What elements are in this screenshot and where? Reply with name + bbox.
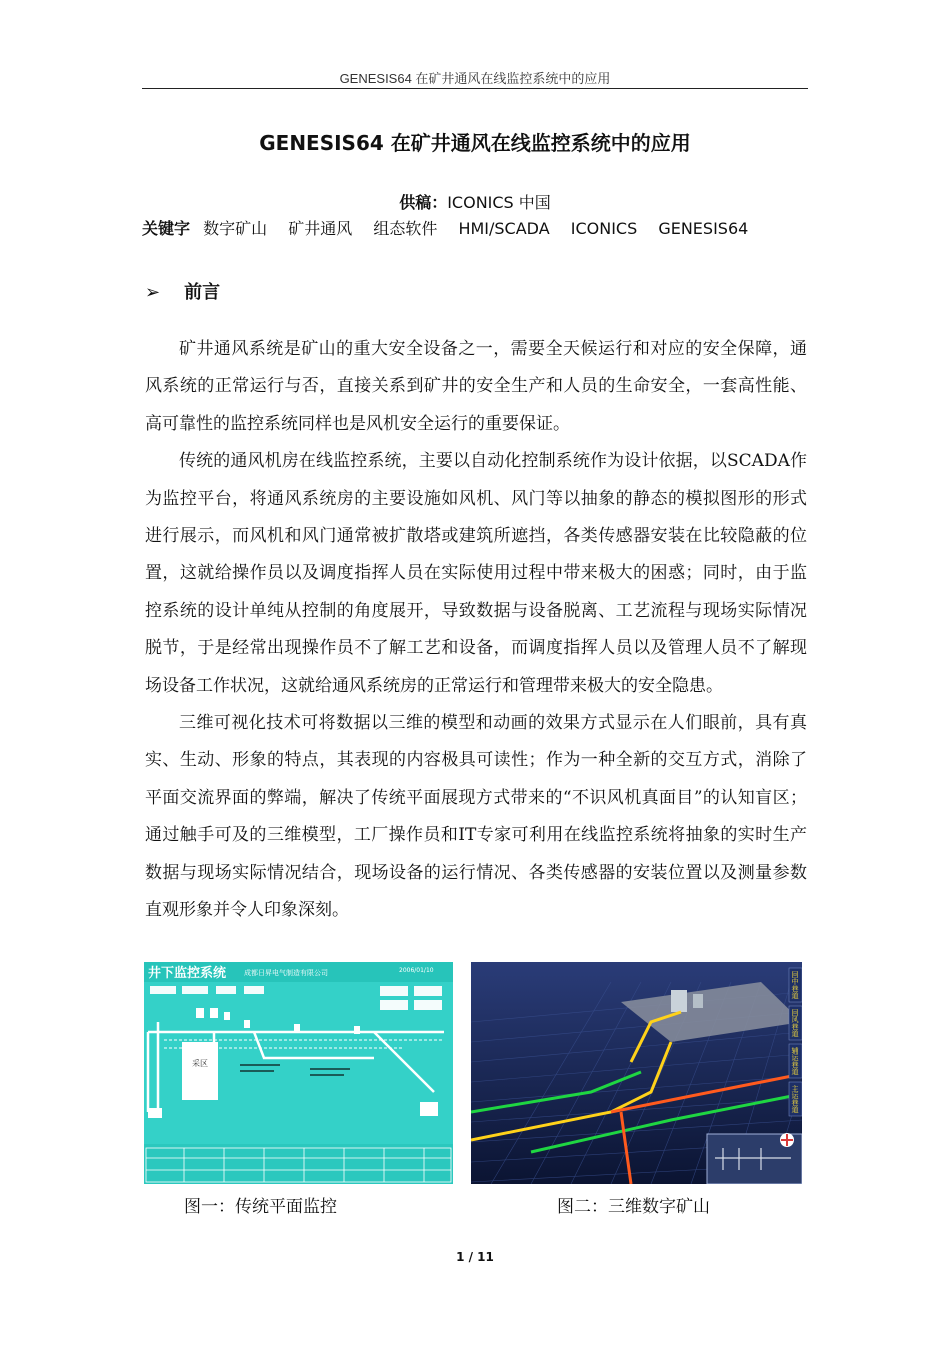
keyword: 矿井通风 <box>288 219 353 238</box>
page-number: 1 / 11 <box>456 1250 494 1264</box>
figure1-company: 成都日昇电气制造有限公司 <box>244 969 328 977</box>
figure2-side-label: 辅运巷道 <box>791 1047 799 1075</box>
document-title: GENESIS64 在矿井通风在线监控系统中的应用 <box>259 131 691 155</box>
keywords-label: 关键字 <box>142 219 191 238</box>
figure-3d-digital-mine <box>471 962 802 1184</box>
paragraph: 矿井通风系统是矿山的重大安全设备之一，需要全天候运行和对应的安全保障，通风系统的正常运行与否，直接关系到矿井的安全生产和人员的生命安全，一套高性能、高可靠性的监控系统同样也是风机安全运行的重要保证。 <box>145 339 807 434</box>
keyword: HMI/SCADA <box>458 219 550 238</box>
figure1-caption: 图一：传统平面监控 <box>184 1197 337 1217</box>
keyword: 数字矿山 <box>203 219 268 238</box>
running-header: GENESIS64 在矿井通风在线监控系统中的应用 <box>339 71 611 86</box>
paragraph: 三维可视化技术可将数据以三维的模型和动画的效果方式显示在人们眼前，具有真实、生动、形象的特点，其表现的内容极具可读性；作为一种全新的交互方式，消除了平面交流界面的弊端，解决了传统平面展现方式带来的“不识风机真面目”的认知盲区；通过触手可及的三维模型，工厂操作员和IT专家可利用在线监控系统将抽象的实时生产数据与现场实际情况结合，现场设备的运行情况、各类传感器的安装位置以及测量参数直观形象并令人印象深刻。 <box>145 713 807 921</box>
figure2-side-label: 回中巷道 <box>791 971 799 999</box>
figure2-caption: 图二：三维数字矿山 <box>557 1197 710 1217</box>
body-text <box>145 331 807 930</box>
keyword: 组态软件 <box>373 219 438 238</box>
byline <box>142 190 808 213</box>
figure1-graphic <box>144 962 453 1184</box>
section-heading <box>145 278 220 304</box>
figure2-side-label: 回风巷道 <box>791 1009 799 1037</box>
figure2-side-label: 主运巷道 <box>791 1085 799 1113</box>
keywords-line <box>142 216 822 239</box>
bullet-arrow-icon: ➢ <box>145 282 161 303</box>
figure1-center-label: 采区 <box>192 1059 208 1068</box>
byline-label: 供稿： <box>399 193 448 212</box>
section-title: 前言 <box>184 282 221 303</box>
keyword: ICONICS <box>570 219 638 238</box>
paragraph: 传统的通风机房在线监控系统，主要以自动化控制系统作为设计依据，以SCADA作为监控平台，将通风系统房的主要设施如风机、风门等以抽象的静态的模拟图形的形式进行展示，而风机和风门通常被扩散塔或建筑所遮挡，各类传感器安装在比较隐蔽的位置，这就给操作员以及调度指挥人员在实际使用过程中带来极大的困惑；同时，由于监控系统的设计单纯从控制的角度展开，导致数据与设备脱离、工艺流程与现场实际情况脱节，于是经常出现操作员不了解工艺和设备，而调度指挥人员以及管理人员不了解现场设备工作状况，这就给通风系统房的正常运行和管理带来极大的安全隐患。 <box>145 451 807 696</box>
figure1-title: 井下监控系统 <box>148 966 227 981</box>
figure2-graphic <box>471 962 802 1184</box>
header-rule <box>142 88 808 89</box>
figure-traditional-monitoring <box>144 962 453 1184</box>
figure1-date: 2006/01/10 <box>399 967 434 974</box>
byline-value: ICONICS 中国 <box>447 193 551 212</box>
keyword: GENESIS64 <box>658 219 749 238</box>
